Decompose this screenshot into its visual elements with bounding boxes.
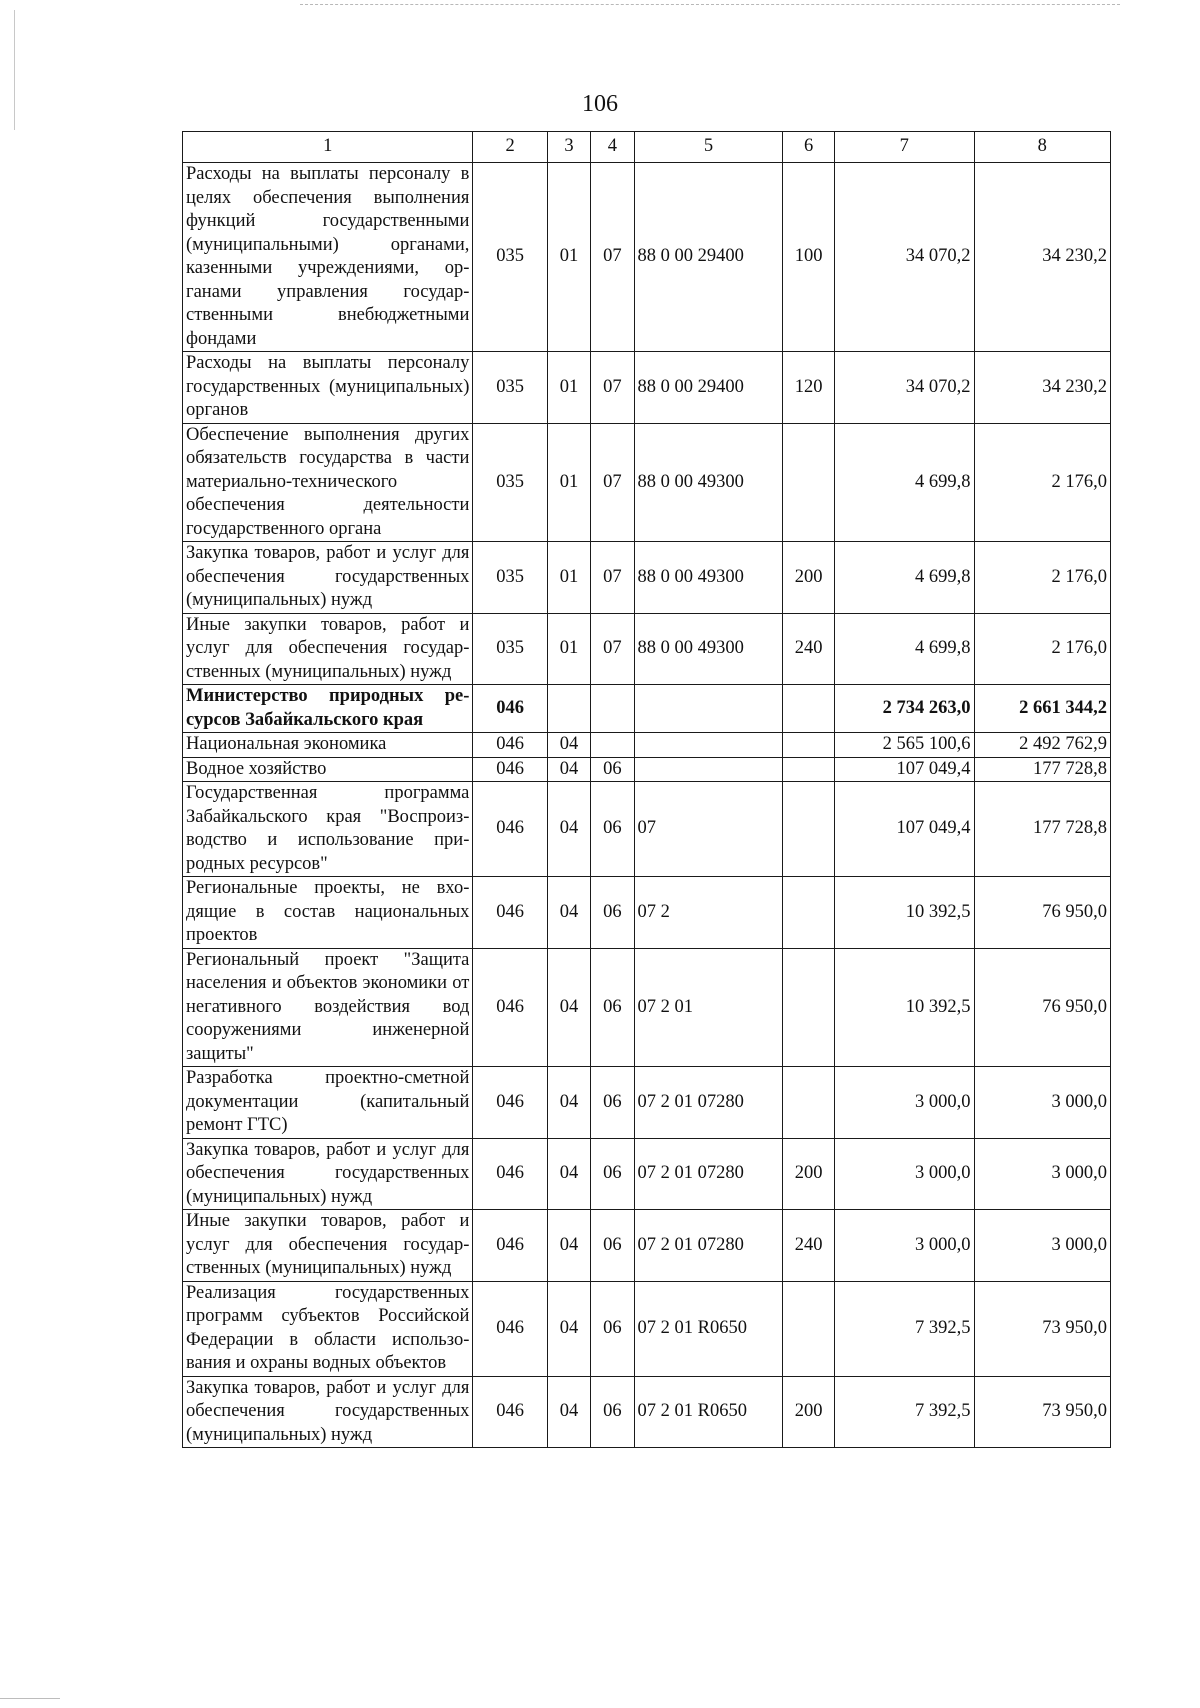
admin-code: 046 — [473, 877, 547, 949]
item-name: Закупка товаров, работ и услуг для обеспечения государственных (муниципальных) нужд — [183, 542, 473, 614]
item-name: Водное хозяйство — [183, 757, 473, 782]
target-article — [634, 733, 783, 758]
scan-edge-bottom — [0, 1698, 60, 1699]
item-name: Расходы на выплаты персоналу в целях обеспечения выполнения функций государственными (муниципальными) органами, казенными учреждениями, органами управления государственными внебюджетными фондами — [183, 163, 473, 352]
section-code: 01 — [547, 613, 590, 685]
table-row — [183, 877, 1111, 949]
admin-code: 035 — [473, 423, 547, 542]
expense-type — [783, 1281, 835, 1376]
section-code: 04 — [547, 1281, 590, 1376]
target-article: 07 2 01 07280 — [634, 1138, 783, 1210]
admin-code: 035 — [473, 163, 547, 352]
amount-year-2: 2 492 762,9 — [974, 733, 1111, 758]
subsection-code: 06 — [591, 1210, 634, 1282]
expense-type — [783, 423, 835, 542]
section-code: 01 — [547, 163, 590, 352]
amount-year-1: 3 000,0 — [835, 1067, 975, 1139]
admin-code: 046 — [473, 948, 547, 1067]
table-row — [183, 542, 1111, 614]
admin-code: 046 — [473, 757, 547, 782]
table-row — [183, 613, 1111, 685]
target-article: 07 2 01 R0650 — [634, 1281, 783, 1376]
target-article: 88 0 00 49300 — [634, 613, 783, 685]
item-name: Региональные проекты, не входящие в состав национальных проектов — [183, 877, 473, 949]
target-article: 07 2 — [634, 877, 783, 949]
subsection-code — [591, 685, 634, 733]
amount-year-1: 10 392,5 — [835, 948, 975, 1067]
header-row — [183, 132, 1111, 163]
item-name: Закупка товаров, работ и услуг для обеспечения государственных (муниципальных) нужд — [183, 1376, 473, 1448]
amount-year-1: 4 699,8 — [835, 542, 975, 614]
amount-year-2: 2 176,0 — [974, 613, 1111, 685]
amount-year-2: 177 728,8 — [974, 757, 1111, 782]
scan-edge-top — [300, 4, 1120, 5]
section-code: 04 — [547, 948, 590, 1067]
subsection-code: 06 — [591, 757, 634, 782]
item-name: Иные закупки товаров, работ и услуг для обеспечения государственных (муниципальных) нужд — [183, 613, 473, 685]
admin-code: 046 — [473, 733, 547, 758]
amount-year-1: 3 000,0 — [835, 1138, 975, 1210]
expense-type — [783, 733, 835, 758]
page-number: 106 — [582, 91, 618, 117]
target-article: 07 2 01 — [634, 948, 783, 1067]
item-name: Министерство природных ресурсов Забайкальского края — [183, 685, 473, 733]
admin-code: 046 — [473, 1067, 547, 1139]
section-code: 04 — [547, 782, 590, 877]
section-code: 04 — [547, 757, 590, 782]
expense-type: 240 — [783, 613, 835, 685]
item-name: Государственная программа Забайкальского края "Воспроизводство и использование природных ресурсов" — [183, 782, 473, 877]
expense-type: 200 — [783, 542, 835, 614]
table-row — [183, 1281, 1111, 1376]
expense-type — [783, 685, 835, 733]
item-name: Обеспечение выполнения других обязательств государства в части материально-технического обеспечения деятельности государственного органа — [183, 423, 473, 542]
target-article: 07 2 01 07280 — [634, 1210, 783, 1282]
table-row — [183, 423, 1111, 542]
expense-type: 200 — [783, 1138, 835, 1210]
column-header: 2 — [473, 132, 547, 163]
subsection-code: 07 — [591, 613, 634, 685]
admin-code: 046 — [473, 1376, 547, 1448]
target-article: 88 0 00 49300 — [634, 423, 783, 542]
expense-type — [783, 782, 835, 877]
table-row — [183, 782, 1111, 877]
section-code: 04 — [547, 1067, 590, 1139]
amount-year-2: 3 000,0 — [974, 1210, 1111, 1282]
budget-table — [182, 131, 1111, 1448]
column-header: 1 — [183, 132, 473, 163]
item-name: Реализация государственных программ субъектов Российской Федерации в области использования и охраны водных объектов — [183, 1281, 473, 1376]
target-article: 07 2 01 R0650 — [634, 1376, 783, 1448]
table-row — [183, 757, 1111, 782]
item-name: Иные закупки товаров, работ и услуг для обеспечения государственных (муниципальных) нужд — [183, 1210, 473, 1282]
section-code: 04 — [547, 1210, 590, 1282]
table-row — [183, 685, 1111, 733]
expense-type: 240 — [783, 1210, 835, 1282]
subsection-code: 07 — [591, 542, 634, 614]
admin-code: 046 — [473, 782, 547, 877]
subsection-code: 07 — [591, 352, 634, 424]
table-header — [183, 132, 1111, 163]
item-name: Региональный проект "Защита населения и объектов экономики от негативного воздействия вод сооружениями инженерной защиты" — [183, 948, 473, 1067]
target-article: 88 0 00 49300 — [634, 542, 783, 614]
target-article: 88 0 00 29400 — [634, 163, 783, 352]
amount-year-2: 3 000,0 — [974, 1067, 1111, 1139]
expense-type — [783, 757, 835, 782]
expense-type: 120 — [783, 352, 835, 424]
table-row — [183, 163, 1111, 352]
table-body — [183, 163, 1111, 1448]
expense-type: 100 — [783, 163, 835, 352]
admin-code: 035 — [473, 542, 547, 614]
admin-code: 046 — [473, 685, 547, 733]
subsection-code: 07 — [591, 423, 634, 542]
amount-year-2: 73 950,0 — [974, 1281, 1111, 1376]
item-name: Расходы на выплаты персоналу государственных (муниципальных) органов — [183, 352, 473, 424]
table-row — [183, 352, 1111, 424]
amount-year-2: 34 230,2 — [974, 352, 1111, 424]
amount-year-1: 2 734 263,0 — [835, 685, 975, 733]
section-code: 01 — [547, 352, 590, 424]
amount-year-1: 34 070,2 — [835, 163, 975, 352]
amount-year-1: 10 392,5 — [835, 877, 975, 949]
amount-year-2: 2 661 344,2 — [974, 685, 1111, 733]
table-row — [183, 1138, 1111, 1210]
amount-year-2: 2 176,0 — [974, 542, 1111, 614]
amount-year-1: 2 565 100,6 — [835, 733, 975, 758]
amount-year-1: 107 049,4 — [835, 782, 975, 877]
expense-type — [783, 1067, 835, 1139]
table-row — [183, 1210, 1111, 1282]
amount-year-2: 2 176,0 — [974, 423, 1111, 542]
column-header: 4 — [591, 132, 634, 163]
subsection-code: 06 — [591, 1281, 634, 1376]
table-row — [183, 1376, 1111, 1448]
target-article: 07 2 01 07280 — [634, 1067, 783, 1139]
column-header: 6 — [783, 132, 835, 163]
column-header: 5 — [634, 132, 783, 163]
target-article — [634, 685, 783, 733]
amount-year-1: 107 049,4 — [835, 757, 975, 782]
amount-year-1: 7 392,5 — [835, 1281, 975, 1376]
table-row — [183, 1067, 1111, 1139]
admin-code: 046 — [473, 1138, 547, 1210]
amount-year-2: 3 000,0 — [974, 1138, 1111, 1210]
column-header: 8 — [974, 132, 1111, 163]
item-name: Разработка проектно-сметной документации (капитальный ремонт ГТС) — [183, 1067, 473, 1139]
target-article: 07 — [634, 782, 783, 877]
admin-code: 035 — [473, 613, 547, 685]
target-article: 88 0 00 29400 — [634, 352, 783, 424]
amount-year-1: 34 070,2 — [835, 352, 975, 424]
table-row — [183, 733, 1111, 758]
section-code: 01 — [547, 423, 590, 542]
amount-year-2: 73 950,0 — [974, 1376, 1111, 1448]
amount-year-2: 34 230,2 — [974, 163, 1111, 352]
target-article — [634, 757, 783, 782]
section-code — [547, 685, 590, 733]
section-code: 04 — [547, 1138, 590, 1210]
subsection-code: 06 — [591, 948, 634, 1067]
subsection-code: 06 — [591, 1067, 634, 1139]
subsection-code — [591, 733, 634, 758]
item-name: Закупка товаров, работ и услуг для обеспечения государственных (муниципальных) нужд — [183, 1138, 473, 1210]
subsection-code: 06 — [591, 877, 634, 949]
amount-year-2: 76 950,0 — [974, 877, 1111, 949]
subsection-code: 06 — [591, 782, 634, 877]
section-code: 04 — [547, 733, 590, 758]
column-header: 3 — [547, 132, 590, 163]
subsection-code: 06 — [591, 1376, 634, 1448]
amount-year-1: 4 699,8 — [835, 423, 975, 542]
subsection-code: 06 — [591, 1138, 634, 1210]
admin-code: 046 — [473, 1210, 547, 1282]
subsection-code: 07 — [591, 163, 634, 352]
amount-year-1: 4 699,8 — [835, 613, 975, 685]
amount-year-2: 76 950,0 — [974, 948, 1111, 1067]
amount-year-2: 177 728,8 — [974, 782, 1111, 877]
table-row — [183, 948, 1111, 1067]
section-code: 01 — [547, 542, 590, 614]
item-name: Национальная экономика — [183, 733, 473, 758]
column-header: 7 — [835, 132, 975, 163]
expense-type — [783, 877, 835, 949]
amount-year-1: 7 392,5 — [835, 1376, 975, 1448]
section-code: 04 — [547, 877, 590, 949]
section-code: 04 — [547, 1376, 590, 1448]
expense-type — [783, 948, 835, 1067]
admin-code: 046 — [473, 1281, 547, 1376]
expense-type: 200 — [783, 1376, 835, 1448]
amount-year-1: 3 000,0 — [835, 1210, 975, 1282]
admin-code: 035 — [473, 352, 547, 424]
